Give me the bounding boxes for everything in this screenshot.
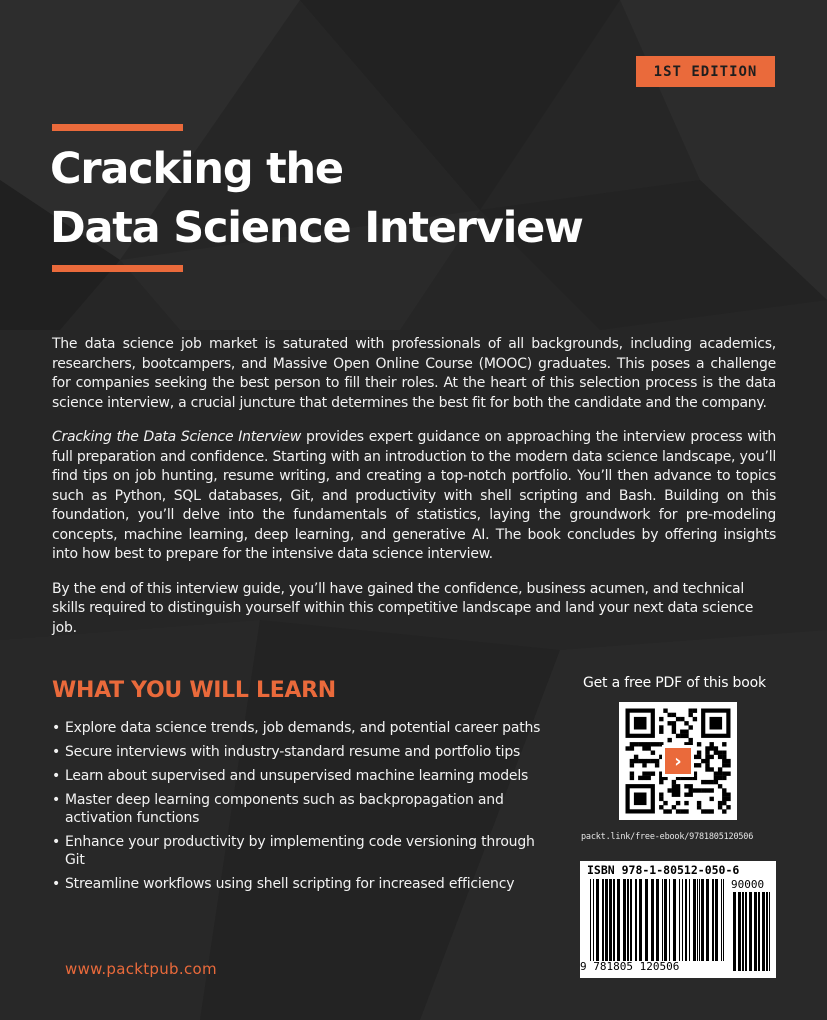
isbn-text: ISBN 978-1-80512-050-6: [587, 863, 740, 877]
title-top-rule: [52, 124, 183, 131]
learn-item: • Master deep learning components such as backpropagation and activation functions: [52, 791, 552, 827]
learn-item: • Streamline workflows using shell scripting for increased efficiency: [52, 875, 552, 893]
barcode-addon: 90000: [731, 878, 765, 891]
free-pdf-label: Get a free PDF of this book: [583, 675, 766, 691]
book-description: [52, 335, 776, 653]
description-paragraph-2-text: provides expert guidance on approaching the interview process with full preparation and confidence. Starting with an introduction to the modern data science landscape, you’ll find tips on job hunting, resume writing, and creating a top-notch portfolio. You’ll then advance to topics such as Python, SQL databases, Git, and productivity with shell scripting and Bash. Building on this foundation, you’ll delve into the fundamentals of statistics, laying the groundwork for pre-modeling concepts, machine learning, deep learning, and generative AI. The book concludes by offering insights into how best to prepare for the intensive data science interview.: [52, 429, 777, 562]
website-link[interactable]: www.packtpub.com: [65, 960, 217, 978]
learn-item: • Enhance your productivity by implementing code versioning through Git: [52, 833, 552, 869]
learn-item: • Secure interviews with industry-standard resume and portfolio tips: [52, 743, 552, 761]
learn-list: [52, 719, 552, 899]
free-ebook-link[interactable]: packt.link/free-ebook/9781805120506: [581, 832, 754, 842]
learn-item: • Learn about supervised and unsupervised machine learning models: [52, 767, 552, 785]
barcode-digits: 9 781805 120506: [580, 960, 680, 973]
edition-badge: 1ST EDITION: [636, 56, 775, 87]
book-title-line1: Cracking the: [50, 144, 343, 194]
description-paragraph-1: The data science job market is saturated with professionals of all backgrounds, including academics, researchers, bootcampers, and Massive Open Online Course (MOOC) graduates. This poses a challenge for companies seeking the best person to fill their roles. At the heart of this selection process is the data science interview, a crucial juncture that determines the best fit for both the candidate and the company.: [52, 336, 776, 411]
book-title-line2: Data Science Interview: [50, 203, 583, 253]
learn-item: • Explore data science trends, job demands, and potential career paths: [52, 719, 552, 737]
isbn-barcode: [580, 861, 776, 978]
book-title: [50, 140, 583, 258]
learn-heading: WHAT YOU WILL LEARN: [52, 678, 336, 703]
description-book-title: Cracking the Data Science Interview: [52, 429, 302, 445]
packt-arrow-icon: ›: [662, 745, 694, 777]
description-paragraph-2: [52, 428, 776, 565]
qr-code[interactable]: [619, 702, 737, 820]
title-bottom-rule: [52, 265, 183, 272]
description-paragraph-3: By the end of this interview guide, you’ll have gained the confidence, business acumen, and technical skills required to distinguish yourself within this competitive landscape and land your next data science job.: [52, 580, 754, 636]
